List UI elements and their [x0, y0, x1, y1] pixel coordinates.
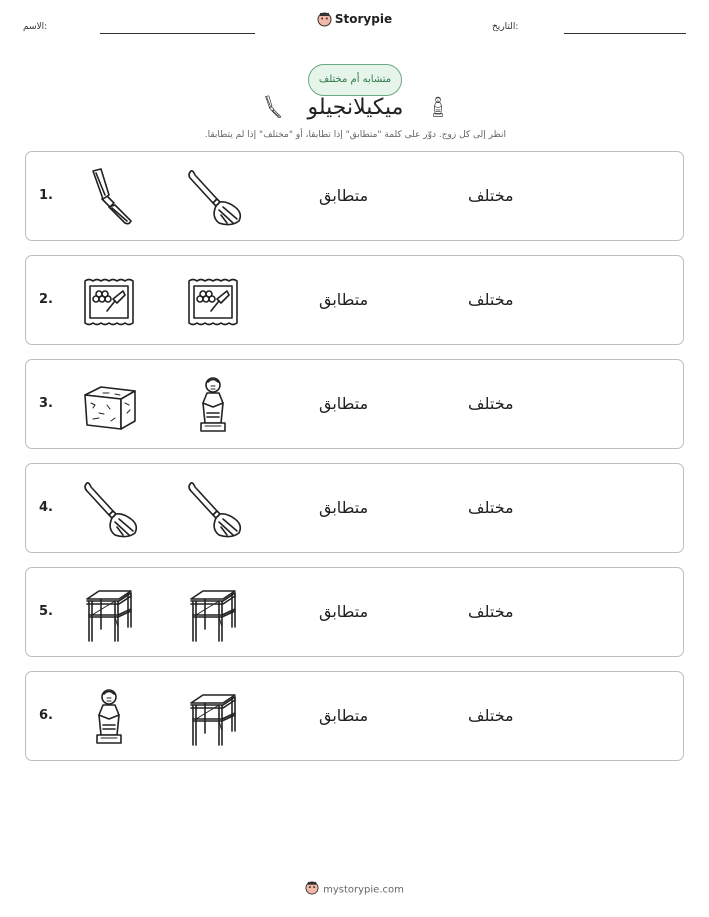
paintbrush-icon — [183, 165, 243, 229]
same-choice[interactable]: متطابق — [319, 498, 369, 517]
different-choice[interactable]: مختلف — [468, 706, 514, 725]
question-row — [25, 463, 684, 553]
title-block — [0, 92, 709, 122]
different-choice[interactable]: مختلف — [468, 186, 514, 205]
question-row — [25, 671, 684, 761]
statue-icon — [79, 685, 139, 749]
same-choice[interactable]: متطابق — [319, 602, 369, 621]
paintbrush-icon — [183, 477, 243, 541]
same-choice[interactable]: متطابق — [319, 186, 369, 205]
brand-name: Storypie — [334, 12, 393, 26]
scaffold-icon — [183, 581, 243, 645]
same-choice[interactable]: متطابق — [319, 290, 369, 309]
name-label: الاسم: — [23, 22, 48, 32]
question-number: 5. — [39, 604, 53, 619]
fresco-panel-icon — [79, 269, 139, 333]
question-row — [25, 151, 684, 241]
different-choice[interactable]: مختلف — [468, 498, 514, 517]
date-label: التاريخ: — [492, 22, 519, 32]
footer — [0, 881, 709, 898]
question-number: 3. — [39, 396, 53, 411]
same-choice[interactable]: متطابق — [319, 394, 369, 413]
statue-icon — [183, 373, 243, 437]
name-line[interactable] — [100, 33, 255, 34]
different-choice[interactable]: مختلف — [468, 290, 514, 309]
question-number: 2. — [39, 292, 53, 307]
date-line[interactable] — [564, 33, 686, 34]
different-choice[interactable]: مختلف — [468, 394, 514, 413]
same-choice[interactable]: متطابق — [319, 706, 369, 725]
scaffold-icon — [183, 685, 243, 749]
scaffold-icon — [79, 581, 139, 645]
fresco-panel-icon — [183, 269, 243, 333]
paintbrush-icon — [79, 477, 139, 541]
topic-badge: متشابه أم مختلف — [308, 64, 402, 96]
storypie-icon — [317, 12, 332, 27]
chisel-icon — [79, 165, 139, 229]
statue-icon — [427, 92, 449, 122]
different-choice[interactable]: مختلف — [468, 602, 514, 621]
storypie-icon — [305, 881, 319, 898]
instructions: انظر إلى كل زوج. دوّر على كلمة "متطابق" إذا تطابقا، أو "مختلف" إذا لم يتطابقا. — [204, 130, 506, 140]
question-number: 1. — [39, 188, 53, 203]
question-number: 4. — [39, 500, 53, 515]
question-row — [25, 255, 684, 345]
page-title: ميكيلانجيلو — [307, 94, 404, 120]
chisel-icon — [260, 93, 284, 121]
footer-url[interactable]: mystorypie.com — [323, 884, 404, 896]
brand-logo — [0, 12, 709, 27]
marble-block-icon — [79, 373, 139, 437]
question-row — [25, 359, 684, 449]
question-number: 6. — [39, 708, 53, 723]
question-row — [25, 567, 684, 657]
